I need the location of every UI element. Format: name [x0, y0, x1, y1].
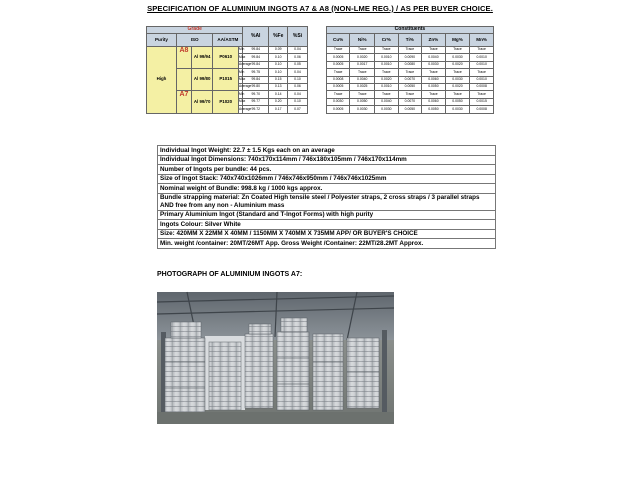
value-cell: 0.0020 [445, 61, 470, 68]
value-cell: Trace [326, 91, 350, 98]
value-cell: Trace [375, 69, 399, 76]
col-header-mg: Mg% [445, 34, 470, 47]
value-cell: 0.05 [288, 61, 307, 68]
value-cell: 0.15 [269, 76, 288, 83]
value-cell: 0.0010 [375, 54, 399, 61]
value-cell: 0.0015 [470, 98, 494, 105]
value-cell: 99.84 [243, 54, 269, 61]
value-cell: Trace [422, 91, 446, 98]
value-cell: 0.0030 [445, 54, 470, 61]
value-cell: 0.0060 [422, 76, 446, 83]
info-line: Individual Ingot Dimensions: 740x170x114mm / 746x180x105mm / 746x170x114mm [158, 155, 496, 165]
value-cell: 0.0040 [422, 54, 446, 61]
value-cell: 0.0050 [445, 98, 470, 105]
value-cell: 0.0010 [470, 76, 494, 83]
value-cell: 0.0005 [326, 61, 350, 68]
value-cell: 0.04 [288, 47, 307, 54]
value-cell: 0.13 [269, 83, 288, 90]
value-cell: 0.10 [269, 69, 288, 76]
row-label: Min [239, 91, 243, 98]
value-cell: 0.0005 [326, 83, 350, 90]
info-line: Primary Aluminium Ingot (Standard and T-Ingot Forms) with high purity [158, 210, 496, 220]
value-cell: 0.0050 [350, 98, 375, 105]
col-header-astm: AA/ASTM [213, 34, 243, 47]
info-row [158, 146, 496, 156]
value-cell: 0.0020 [445, 83, 470, 90]
info-row [158, 229, 496, 239]
spacer [307, 91, 326, 98]
spacer [307, 61, 326, 68]
info-row [158, 155, 496, 165]
info-line: Number of Ingots per bundle: 44 pcs. [158, 165, 496, 175]
info-line: Bundle strapping material: Zn Coated High tensile steel / Polyester straps, 2 cross straps / 3 parallel straps AND free from any non - Aluminium mass [158, 193, 496, 210]
grade-cell: A7 [176, 91, 191, 113]
value-cell: 0.0050 [422, 83, 446, 90]
document-title: SPECIFICATION OF ALUMINIUM INGOTS A7 & A8 (NON-LME REG.) / AS PER BUYER CHOICE. [147, 4, 493, 13]
value-cell: Trace [470, 47, 494, 54]
value-cell: 99.80 [243, 83, 269, 90]
info-line: Min. weight /container: 20MT/26MT App. Gross Weight /Container: 22MT/28.2MT Approx. [158, 239, 496, 249]
value-cell: 0.0050 [398, 106, 422, 113]
value-cell: 0.04 [288, 69, 307, 76]
row-label: Max [239, 76, 243, 83]
value-cell: 0.0020 [375, 76, 399, 83]
value-cell: 0.0008 [470, 83, 494, 90]
spacer [307, 98, 326, 105]
value-cell: Trace [422, 47, 446, 54]
row-label: Average [239, 83, 243, 90]
iso-cell: Al 99/70 [191, 91, 212, 113]
row-label: Average [239, 61, 243, 68]
value-cell: 0.0005 [326, 54, 350, 61]
col-header-mn: Mn% [470, 34, 494, 47]
info-row [158, 193, 496, 210]
row-label: Min [239, 69, 243, 76]
value-cell: 0.06 [288, 83, 307, 90]
value-cell: 0.0030 [445, 76, 470, 83]
value-cell: Trace [326, 69, 350, 76]
value-cell: Trace [445, 69, 470, 76]
spacer [307, 54, 326, 61]
specification-table [146, 26, 494, 114]
value-cell: 0.0025 [350, 83, 375, 90]
astm-cell: P1015 [213, 69, 239, 91]
info-row [158, 174, 496, 184]
grade-header: Grade [147, 27, 243, 34]
value-cell: 0.0008 [470, 106, 494, 113]
col-header-cr: Cr% [375, 34, 399, 47]
row-label: Min [239, 47, 243, 54]
value-cell: 0.0070 [398, 76, 422, 83]
value-cell: Trace [326, 47, 350, 54]
info-row [158, 184, 496, 194]
info-row [158, 239, 496, 249]
value-cell: Trace [398, 47, 422, 54]
value-cell: Trace [350, 69, 375, 76]
value-cell: 99.84 [243, 47, 269, 54]
value-cell: 99.84 [243, 76, 269, 83]
col-header-ti: Ti% [398, 34, 422, 47]
col-header-cu: Cu% [326, 34, 350, 47]
value-cell: 0.0010 [470, 54, 494, 61]
iso-cell: Al 99/94 [191, 47, 212, 69]
value-cell: 0.0070 [398, 98, 422, 105]
photo-caption: PHOTOGRAPH OF ALUMINIUM INGOTS A7: [157, 271, 303, 278]
spec-row [147, 69, 494, 76]
value-cell: 0.0040 [350, 76, 375, 83]
constituents-header: Constituents [326, 27, 493, 34]
value-cell: 0.0010 [375, 83, 399, 90]
col-header-iso: ISO [176, 34, 212, 47]
value-cell: 0.20 [269, 98, 288, 105]
value-cell: 99.77 [243, 98, 269, 105]
value-cell: 0.10 [269, 54, 288, 61]
spec-row [147, 91, 494, 98]
value-cell: 0.0030 [445, 106, 470, 113]
value-cell: Trace [375, 47, 399, 54]
value-cell: 0.04 [288, 91, 307, 98]
value-cell: Trace [375, 91, 399, 98]
col-header-ni: Ni% [350, 34, 375, 47]
value-cell: 99.72 [243, 106, 269, 113]
value-cell: 99.84 [243, 61, 269, 68]
row-label: Average [239, 106, 243, 113]
value-cell: 0.10 [269, 61, 288, 68]
value-cell: 0.0005 [326, 106, 350, 113]
value-cell: Trace [398, 69, 422, 76]
value-cell: 0.0030 [422, 61, 446, 68]
value-cell: 0.0017 [350, 61, 375, 68]
aluminium-ingots-photo [157, 292, 394, 424]
col-header-fe: %Fe [269, 27, 288, 47]
spec-row [147, 47, 494, 54]
col-header-zn: Zn% [422, 34, 446, 47]
info-line: Individual Ingot Weight: 22.7 ± 1.5 Kgs each on an average [158, 146, 496, 156]
info-line: Size of Ingot Stack: 740x740x1026mm / 746x746x950mm / 746x746x1025mm [158, 174, 496, 184]
value-cell: 0.10 [288, 98, 307, 105]
value-cell: Trace [445, 47, 470, 54]
purity-cell: High [147, 47, 177, 114]
spacer [307, 69, 326, 76]
value-cell: 0.0030 [375, 106, 399, 113]
value-cell: Trace [398, 91, 422, 98]
info-row [158, 165, 496, 175]
col-header-purity: Purity [147, 34, 177, 47]
value-cell: 0.0020 [350, 54, 375, 61]
value-cell: Trace [350, 47, 375, 54]
value-cell: Trace [445, 91, 470, 98]
astm-cell: P0610 [213, 47, 239, 69]
value-cell: Trace [470, 69, 494, 76]
value-cell: 0.0040 [375, 98, 399, 105]
value-cell: 0.0090 [398, 54, 422, 61]
info-line: Size: 420MM X 22MM X 40MM / 1150MM X 740MM X 735MM APP/ OR BUYER'S CHOICE [158, 229, 496, 239]
value-cell: 0.0030 [350, 106, 375, 113]
value-cell: 0.0060 [422, 98, 446, 105]
value-cell: 0.17 [269, 106, 288, 113]
astm-cell: P1020 [213, 91, 239, 113]
info-row [158, 220, 496, 230]
specification-rows [147, 47, 494, 114]
value-cell: 0.0010 [375, 61, 399, 68]
value-cell: 0.07 [288, 106, 307, 113]
ingot-info-table [157, 145, 496, 249]
spacer [307, 106, 326, 113]
spacer [307, 83, 326, 90]
grade-cell: A8 [176, 47, 191, 69]
row-label: Max [239, 98, 243, 105]
info-line: Ingots Colour: Silver White [158, 220, 496, 230]
value-cell: 0.0030 [326, 98, 350, 105]
value-cell: 0.0010 [470, 61, 494, 68]
info-line: Nominal weight of Bundle: 998.8 kg / 1000 kgs approx. [158, 184, 496, 194]
value-cell: 0.14 [269, 91, 288, 98]
info-row [158, 210, 496, 220]
value-cell: 99.70 [243, 91, 269, 98]
value-cell: Trace [422, 69, 446, 76]
row-label: Max [239, 54, 243, 61]
value-cell: Trace [350, 91, 375, 98]
value-cell: 0.0050 [398, 83, 422, 90]
iso-cell: Al 99/80 [191, 69, 212, 91]
col-header-al: %Al [243, 27, 269, 47]
spacer [307, 47, 326, 54]
value-cell: 0.10 [288, 76, 307, 83]
value-cell: Trace [470, 91, 494, 98]
spacer [307, 76, 326, 83]
warehouse-ingot-stacks-image [157, 292, 394, 424]
value-cell: 0.0080 [398, 61, 422, 68]
value-cell: 0.0050 [422, 106, 446, 113]
value-cell: 0.0008 [326, 76, 350, 83]
col-header-si: %Si [288, 27, 307, 47]
value-cell: 99.75 [243, 69, 269, 76]
grade-cell [176, 69, 191, 91]
value-cell: 0.09 [269, 47, 288, 54]
value-cell: 0.06 [288, 54, 307, 61]
